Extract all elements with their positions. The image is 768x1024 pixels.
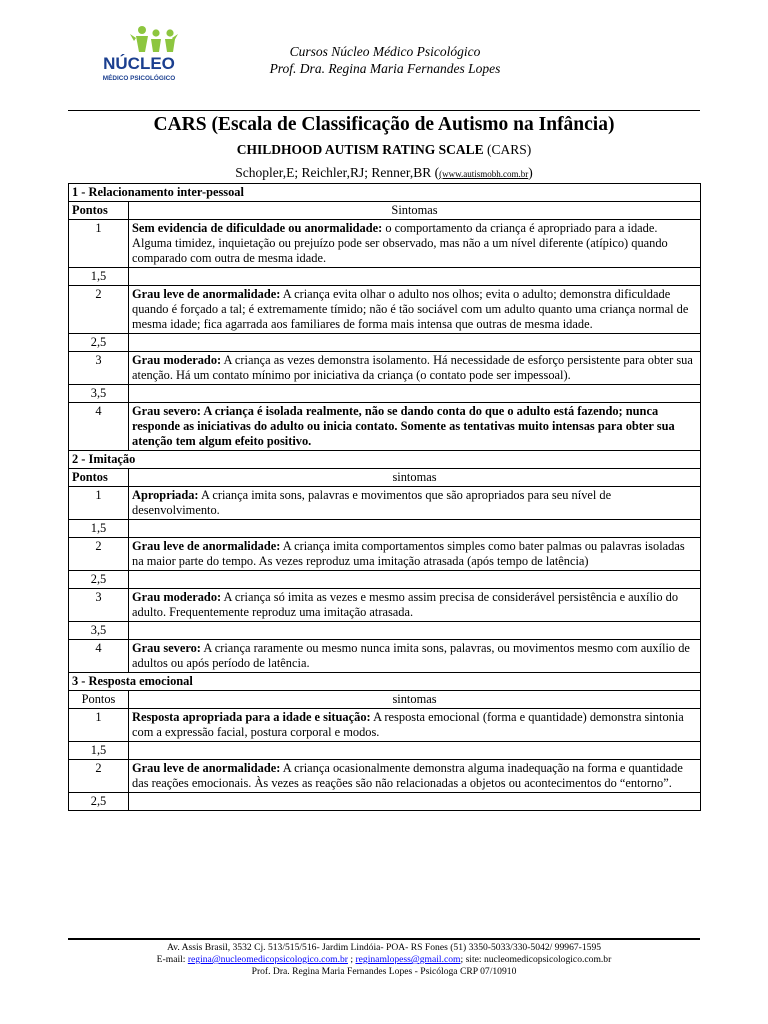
table-row bbox=[69, 403, 701, 451]
points-cell: 4 bbox=[69, 403, 129, 451]
symptom-level: Apropriada: bbox=[132, 488, 199, 502]
footer-address: Av. Assis Brasil, 3532 Cj. 513/515/516- Jardim Lindóia- POA- RS Fones (51) 3350-5033/330-5042/ 99967-1595 bbox=[166, 942, 602, 953]
symptom-level: Grau severo: A criança é isolada realmente, não se dando conta do que o adulto está fazendo; nunca responde as iniciativas do adulto ou inicia contato. Somente as tentativas muito intensas para obter sua atenção tem algum efeito positivo. bbox=[132, 404, 675, 448]
column-header-row bbox=[69, 202, 701, 220]
points-header: Pontos bbox=[69, 691, 129, 709]
subtitle-plain: (CARS) bbox=[483, 142, 532, 157]
email-link-2[interactable]: reginamlopess@gmail.com bbox=[355, 954, 461, 965]
symptom-description: A criança as vezes demonstra isolamento. Há necessidade de esforço persistente para obter sua atenção. Há um contato mínimo por iniciativa da criança (o contato pode ser impessoal). bbox=[132, 353, 693, 382]
symptom-cell bbox=[129, 403, 701, 451]
symptom-level: Grau severo: bbox=[132, 641, 201, 655]
symptom-description: A criança ocasionalmente demonstra alguma inadequação na forma e quantidade das reações emocionais. Às vezes as reações são não relacionadas a objetos ou acontecimentos do “entorno”. bbox=[132, 761, 683, 790]
points-cell: 2,5 bbox=[69, 334, 129, 352]
symptom-level: Grau moderado: bbox=[132, 590, 222, 604]
table-row bbox=[69, 589, 701, 622]
authors-close: ) bbox=[528, 165, 533, 180]
symptom-level: Resposta apropriada para a idade e situação: bbox=[132, 710, 371, 724]
points-cell: 2,5 bbox=[69, 793, 129, 811]
symptom-cell bbox=[129, 793, 701, 811]
institution-info bbox=[220, 43, 550, 77]
symptom-level: Grau leve de anormalidade: bbox=[132, 761, 281, 775]
authors-line bbox=[68, 165, 700, 181]
table-row bbox=[69, 760, 701, 793]
institution-name: Cursos Núcleo Médico Psicológico bbox=[289, 44, 481, 59]
email-link-1[interactable]: regina@nucleomedicopsicologico.com.br bbox=[187, 954, 348, 965]
points-cell: 1,5 bbox=[69, 268, 129, 286]
symptoms-header: sintomas bbox=[129, 469, 701, 487]
points-cell: 2 bbox=[69, 760, 129, 793]
table-row bbox=[69, 622, 701, 640]
points-header: Pontos bbox=[69, 202, 129, 220]
symptom-level: Sem evidencia de dificuldade ou anormalidade: bbox=[132, 221, 383, 235]
svg-text:MÉDICO PSICOLÓGICO: MÉDICO PSICOLÓGICO bbox=[102, 75, 176, 82]
points-cell: 2 bbox=[69, 538, 129, 571]
symptom-description: A resposta emocional (forma e quantidade) demonstra sintonia com a expressão facial, postura corporal e modos. bbox=[132, 710, 684, 739]
page-footer bbox=[68, 942, 700, 978]
document-subtitle bbox=[68, 142, 700, 158]
section-title: 1 - Relacionamento inter-pessoal bbox=[69, 184, 701, 202]
svg-text:NÚCLEO: NÚCLEO bbox=[103, 54, 175, 73]
points-cell: 1 bbox=[69, 220, 129, 268]
footer-credit: Prof. Dra. Regina Maria Fernandes Lopes - Psicóloga CRP 07/10910 bbox=[251, 966, 517, 977]
symptom-level: Grau leve de anormalidade: bbox=[132, 539, 281, 553]
header-divider bbox=[68, 110, 700, 111]
footer-divider bbox=[68, 938, 700, 940]
section-title-row bbox=[69, 673, 701, 691]
points-cell: 3 bbox=[69, 589, 129, 622]
symptom-level: Grau leve de anormalidade: bbox=[132, 287, 281, 301]
professor-name: Prof. Dra. Regina Maria Fernandes Lopes bbox=[269, 61, 501, 76]
symptoms-header: Sintomas bbox=[129, 202, 701, 220]
table-row bbox=[69, 286, 701, 334]
authors-site-link[interactable]: (www.autismobh.com.br bbox=[439, 169, 529, 179]
symptom-cell bbox=[129, 334, 701, 352]
table-row bbox=[69, 220, 701, 268]
symptom-description: A criança evita olhar o adulto nos olhos; evita o adulto; demonstra dificuldade quando é forçado a tal; é extremamente tímido; não é tão sociável com um adulto quanto uma criança normal de mesma idade; fica agarrada aos familiares de forma mais intensa que outras de mesma idade. bbox=[132, 287, 689, 331]
email-separator: ; bbox=[348, 954, 356, 965]
points-cell: 3,5 bbox=[69, 622, 129, 640]
table-row bbox=[69, 487, 701, 520]
table-row bbox=[69, 520, 701, 538]
points-cell: 2,5 bbox=[69, 571, 129, 589]
table-row bbox=[69, 352, 701, 385]
section-title: 2 - Imitação bbox=[69, 451, 701, 469]
table-row bbox=[69, 334, 701, 352]
column-header-row bbox=[69, 469, 701, 487]
points-cell: 1,5 bbox=[69, 742, 129, 760]
points-cell: 3,5 bbox=[69, 385, 129, 403]
symptom-cell bbox=[129, 622, 701, 640]
symptom-cell bbox=[129, 352, 701, 385]
symptom-cell bbox=[129, 640, 701, 673]
symptom-cell bbox=[129, 520, 701, 538]
nucleo-logo bbox=[84, 24, 194, 84]
points-cell: 1 bbox=[69, 709, 129, 742]
points-cell: 4 bbox=[69, 640, 129, 673]
symptom-cell bbox=[129, 487, 701, 520]
footer-contact bbox=[68, 954, 700, 966]
points-header: Pontos bbox=[69, 469, 129, 487]
symptom-cell bbox=[129, 760, 701, 793]
points-cell: 1 bbox=[69, 487, 129, 520]
symptom-cell bbox=[129, 571, 701, 589]
site-text: ; site: nucleomedicopsicologico.com.br bbox=[460, 954, 612, 965]
points-cell: 3 bbox=[69, 352, 129, 385]
table-row bbox=[69, 742, 701, 760]
symptom-cell bbox=[129, 220, 701, 268]
column-header-row bbox=[69, 691, 701, 709]
table-row bbox=[69, 709, 701, 742]
table-row bbox=[69, 268, 701, 286]
section-title-row bbox=[69, 451, 701, 469]
symptom-description: A criança só imita as vezes e mesmo assim precisa de considerável persistência e auxílio do adulto. Frequentemente reproduz uma imitação atrasada. bbox=[132, 590, 679, 619]
symptom-cell bbox=[129, 385, 701, 403]
email-label: E-mail: bbox=[156, 954, 188, 965]
symptom-level: Grau moderado: bbox=[132, 353, 222, 367]
symptom-cell bbox=[129, 268, 701, 286]
authors-names: Schopler,E; Reichler,RJ; Renner,BR ( bbox=[235, 165, 440, 180]
section-title-row bbox=[69, 184, 701, 202]
subtitle-bold: CHILDHOOD AUTISM RATING SCALE bbox=[236, 142, 484, 157]
table-row bbox=[69, 571, 701, 589]
table-row bbox=[69, 793, 701, 811]
section-title: 3 - Resposta emocional bbox=[69, 673, 701, 691]
document-title: CARS (Escala de Classificação de Autismo na Infância) bbox=[153, 114, 615, 135]
symptom-description: o comportamento da criança é apropriado para a idade. Alguma timidez, inquietação ou prejuízo pode ser observado, mas não a um nível diferente (atípico) quando comparado com outra de mesma idade. bbox=[132, 221, 668, 265]
symptom-description: A criança imita sons, palavras e movimentos que são apropriados para seu nível de desenvolvimento. bbox=[132, 488, 612, 517]
table-row bbox=[69, 640, 701, 673]
table-row bbox=[69, 538, 701, 571]
table-row bbox=[69, 385, 701, 403]
points-cell: 2 bbox=[69, 286, 129, 334]
page-header bbox=[0, 0, 768, 112]
points-cell: 1,5 bbox=[69, 520, 129, 538]
symptom-cell bbox=[129, 286, 701, 334]
symptom-description: A criança imita comportamentos simples como bater palmas ou palavras isoladas na maior parte do tempo. As vezes reproduz uma imitação atrasada (após tempo de latência) bbox=[132, 539, 685, 568]
symptom-cell bbox=[129, 589, 701, 622]
symptom-description: A criança raramente ou mesmo nunca imita sons, palavras, ou movimentos mesmo com auxílio de adultos ou após período de latência. bbox=[132, 641, 690, 670]
symptom-cell bbox=[129, 709, 701, 742]
cars-table bbox=[68, 183, 701, 811]
symptom-cell bbox=[129, 742, 701, 760]
symptom-cell bbox=[129, 538, 701, 571]
symptoms-header: sintomas bbox=[129, 691, 701, 709]
